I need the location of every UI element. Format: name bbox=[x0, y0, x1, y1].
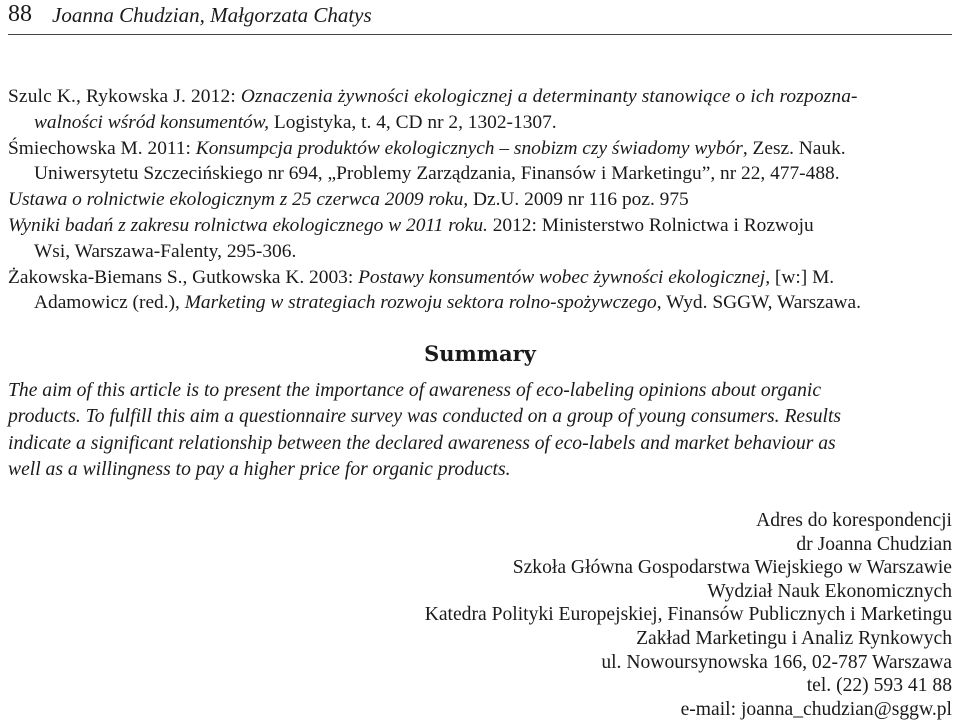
reference-title: Oznaczenia żywności ekologicznej a determinanty stanowiące o ich rozpozna- bbox=[240, 86, 858, 107]
reference-line bbox=[8, 110, 952, 136]
address-university: Szkoła Główna Gospodarstwa Wiejskiego w Warszawie bbox=[512, 557, 952, 579]
reference-line bbox=[8, 136, 952, 162]
reference-text: Adamowicz (red.), bbox=[34, 292, 185, 314]
reference-line bbox=[8, 84, 952, 110]
abstract-line: products. To fulfill this aim a questionnaire survey was conducted on a group of young consumers. Results bbox=[8, 406, 842, 428]
abstract-line: The aim of this article is to present the importance of awareness of eco-labeling opinions about organic bbox=[8, 380, 822, 401]
reference-line bbox=[8, 161, 952, 187]
reference-text: , Zesz. Nauk. bbox=[742, 137, 846, 159]
correspondence-address bbox=[425, 509, 952, 721]
reference-line bbox=[8, 239, 952, 265]
reference-entry bbox=[8, 187, 952, 213]
summary-abstract bbox=[8, 378, 958, 483]
reference-text: Śmiechowska M. 2011: bbox=[8, 137, 196, 159]
reference-text: Żakowska-Biemans S., Gutkowska K. 2003: bbox=[8, 266, 359, 288]
reference-title: walności wśród konsumentów, bbox=[34, 111, 270, 133]
address-email[interactable]: e-mail: joanna_chudzian@sggw.pl bbox=[680, 698, 952, 720]
reference-entry bbox=[8, 84, 952, 136]
reference-text: 2012: Ministerstwo Rolnictwa i Rozwoju bbox=[487, 214, 814, 236]
reference-line bbox=[8, 213, 952, 239]
reference-entry bbox=[8, 213, 952, 265]
reference-line bbox=[8, 265, 952, 291]
reference-text: Szulc K., Rykowska J. 2012: bbox=[8, 86, 241, 107]
reference-text: Dz.U. 2009 nr 116 poz. 975 bbox=[468, 189, 689, 211]
address-phone: tel. (22) 593 41 88 bbox=[806, 675, 952, 697]
reference-text: Wsi, Warszawa-Falenty, 295-306. bbox=[34, 240, 297, 262]
reference-title: Postawy konsumentów wobec żywności ekologicznej, bbox=[358, 266, 771, 288]
page-number: 88 bbox=[8, 1, 32, 27]
address-faculty: Wydział Nauk Ekonomicznych bbox=[707, 580, 952, 602]
abstract-line: indicate a significant relationship between the declared awareness of eco-labels and market behaviour as bbox=[8, 432, 836, 454]
reference-title: Wyniki badań z zakresu rolnictwa ekologicznego w 2011 roku. bbox=[8, 214, 488, 236]
reference-title: Ustawa o rolnictwie ekologicznym z 25 czerwca 2009 roku, bbox=[8, 189, 469, 211]
address-street: ul. Nowoursynowska 166, 02-787 Warszawa bbox=[601, 651, 952, 673]
address-unit: Zakład Marketingu i Analiz Rynkowych bbox=[636, 627, 952, 649]
reference-line bbox=[8, 187, 952, 213]
reference-title: Konsumpcja produktów ekologicznych – snobizm czy świadomy wybór bbox=[195, 137, 743, 159]
reference-line bbox=[8, 290, 952, 316]
abstract-line: well as a willingness to pay a higher price for organic products. bbox=[8, 458, 511, 480]
address-name: dr Joanna Chudzian bbox=[796, 533, 952, 555]
summary-heading: Summary bbox=[424, 341, 536, 366]
address-department: Katedra Polityki Europejskiej, Finansów Publicznych i Marketingu bbox=[424, 604, 952, 626]
reference-title: Marketing w strategiach rozwoju sektora rolno-spożywczego bbox=[184, 292, 657, 314]
reference-text: , Wyd. SGGW, Warszawa. bbox=[656, 292, 862, 314]
address-heading: Adres do korespondencji bbox=[756, 510, 952, 531]
reference-entry bbox=[8, 265, 952, 317]
reference-text: [w:] M. bbox=[770, 266, 835, 288]
reference-text: Uniwersytetu Szczecińskiego nr 694, „Problemy Zarządzania, Finansów i Marketingu”, nr 22, 477-488. bbox=[34, 163, 840, 185]
reference-list bbox=[8, 84, 952, 316]
running-header-authors: Joanna Chudzian, Małgorzata Chatys bbox=[52, 2, 372, 27]
running-header bbox=[8, 0, 952, 35]
reference-entry bbox=[8, 136, 952, 188]
reference-text: Logistyka, t. 4, CD nr 2, 1302-1307. bbox=[269, 111, 557, 133]
